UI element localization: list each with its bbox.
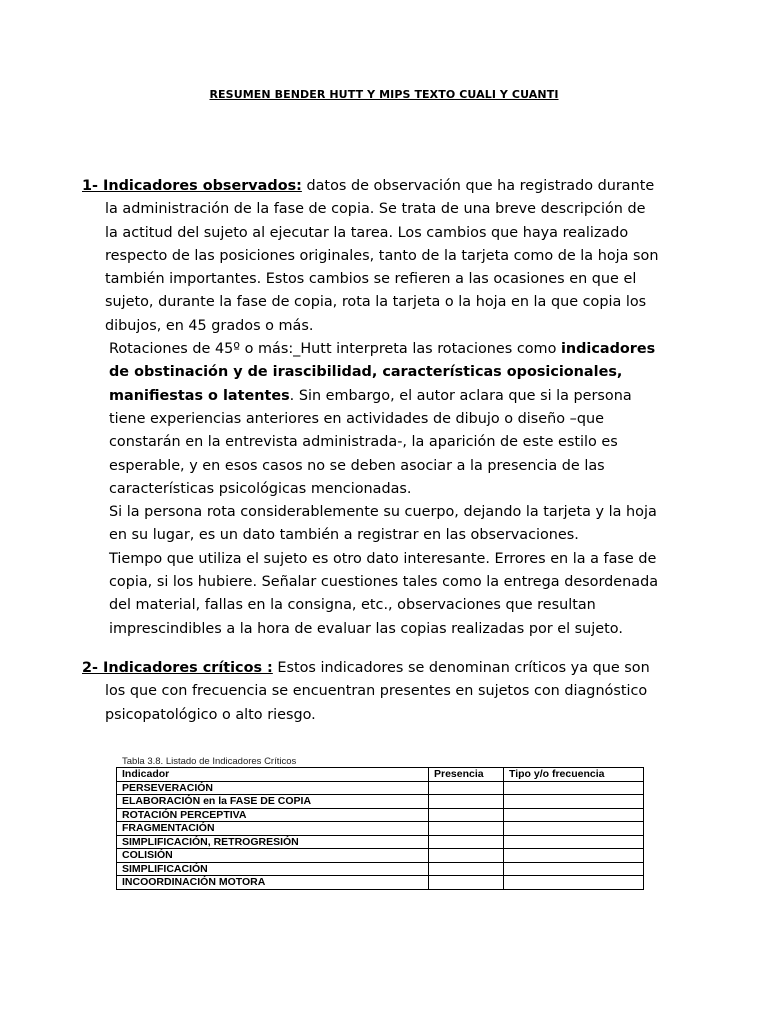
frequency-cell [504, 835, 644, 849]
table-caption: Tabla 3.8. Listado de Indicadores Críticos [122, 756, 297, 767]
header-indicador: Indicador [117, 768, 429, 782]
presence-cell [429, 808, 504, 822]
presence-cell [429, 849, 504, 863]
indicator-cell: INCOORDINACIÓN MOTORA [117, 876, 429, 890]
rotation-paragraph [109, 338, 662, 501]
table-row [117, 795, 644, 809]
table-row [117, 876, 644, 890]
indicator-cell: ELABORACIÓN en la FASE DE COPIA [117, 795, 429, 809]
indicator-cell: SIMPLIFICACIÓN, RETROGRESIÓN [117, 835, 429, 849]
section2-text: Estos indicadores se denominan críticos ya que son los que con frecuencia se encuentran presentes en sujetos con diagnóstico psicopatológico o alto riesgo. [105, 660, 650, 723]
critical-indicators-table [116, 767, 644, 890]
rotation-rest: . Sin embargo, el autor aclara que si la persona tiene experiencias anteriores en actividades de dibujo o diseño –que constarán en la entrevista administrada-, la aparición de este estilo es esperable, y en esos casos no se deben asociar a la presencia de las características psicológicas mencionadas. [109, 387, 632, 497]
presence-cell [429, 876, 504, 890]
critical-indicators-table-figure [116, 756, 644, 890]
indicator-cell: COLISIÓN [117, 849, 429, 863]
indicator-cell: PERSEVERACIÓN [117, 781, 429, 795]
presence-cell [429, 862, 504, 876]
presence-cell [429, 781, 504, 795]
frequency-cell [504, 808, 644, 822]
frequency-cell [504, 795, 644, 809]
indicator-cell: FRAGMENTACIÓN [117, 822, 429, 836]
presence-cell [429, 795, 504, 809]
frequency-cell [504, 781, 644, 795]
section1-intro: datos de observación que ha registrado durante la administración de la fase de copia. Se trata de una breve descripción de la actitud del sujeto al ejecutar la tarea. Los cambios que haya realizado respecto de las posiciones originales, tanto de la tarjeta como de la hoja son también importantes. Estos cambios se refieren a las ocasiones en que el sujeto, durante la fase de copia, rota la tarjeta o la hoja en la que copia los dibujos, en 45 grados o más. [105, 178, 659, 334]
header-tipo-frecuencia: Tipo y/o frecuencia [504, 768, 644, 782]
table-row [117, 781, 644, 795]
frequency-cell [504, 849, 644, 863]
indicator-cell: SIMPLIFICACIÓN [117, 862, 429, 876]
document-title: RESUMEN BENDER HUTT Y MIPS TEXTO CUALI Y CUANTI [209, 88, 559, 101]
rotation-lead: Rotaciones de 45º o más:_Hutt interpreta las rotaciones como [109, 341, 561, 358]
table-row [117, 808, 644, 822]
rotation-bold: indicadores de obstinación y de irascibilidad, características oposicionales, manifiestas o latentes [109, 341, 656, 404]
section-indicadores-observados [82, 175, 662, 641]
indicator-cell: ROTACIÓN PERCEPTIVA [117, 808, 429, 822]
section-indicadores-criticos [82, 657, 662, 727]
section1-intro-paragraph [82, 175, 662, 338]
header-presencia: Presencia [429, 768, 504, 782]
section1-heading: 1- Indicadores observados: [82, 178, 302, 194]
table-row [117, 822, 644, 836]
table-row [117, 849, 644, 863]
table-header-row [117, 768, 644, 782]
presence-cell [429, 822, 504, 836]
presence-cell [429, 835, 504, 849]
frequency-cell [504, 822, 644, 836]
body-rotation-paragraph: Si la persona rota considerablemente su cuerpo, dejando la tarjeta y la hoja en su lugar, es un dato también a registrar en las observaciones. [109, 504, 657, 544]
frequency-cell [504, 862, 644, 876]
section2-paragraph [82, 657, 662, 727]
section2-heading: 2- Indicadores críticos : [82, 660, 273, 676]
table-row [117, 862, 644, 876]
time-paragraph: Tiempo que utiliza el sujeto es otro dato interesante. Errores en la a fase de copia, si los hubiere. Señalar cuestiones tales como la entrega desordenada del material, fallas en la consigna, etc., observaciones que resultan imprescindibles a la hora de evaluar las copias realizadas por el sujeto. [109, 550, 659, 637]
table-row [117, 835, 644, 849]
frequency-cell [504, 876, 644, 890]
